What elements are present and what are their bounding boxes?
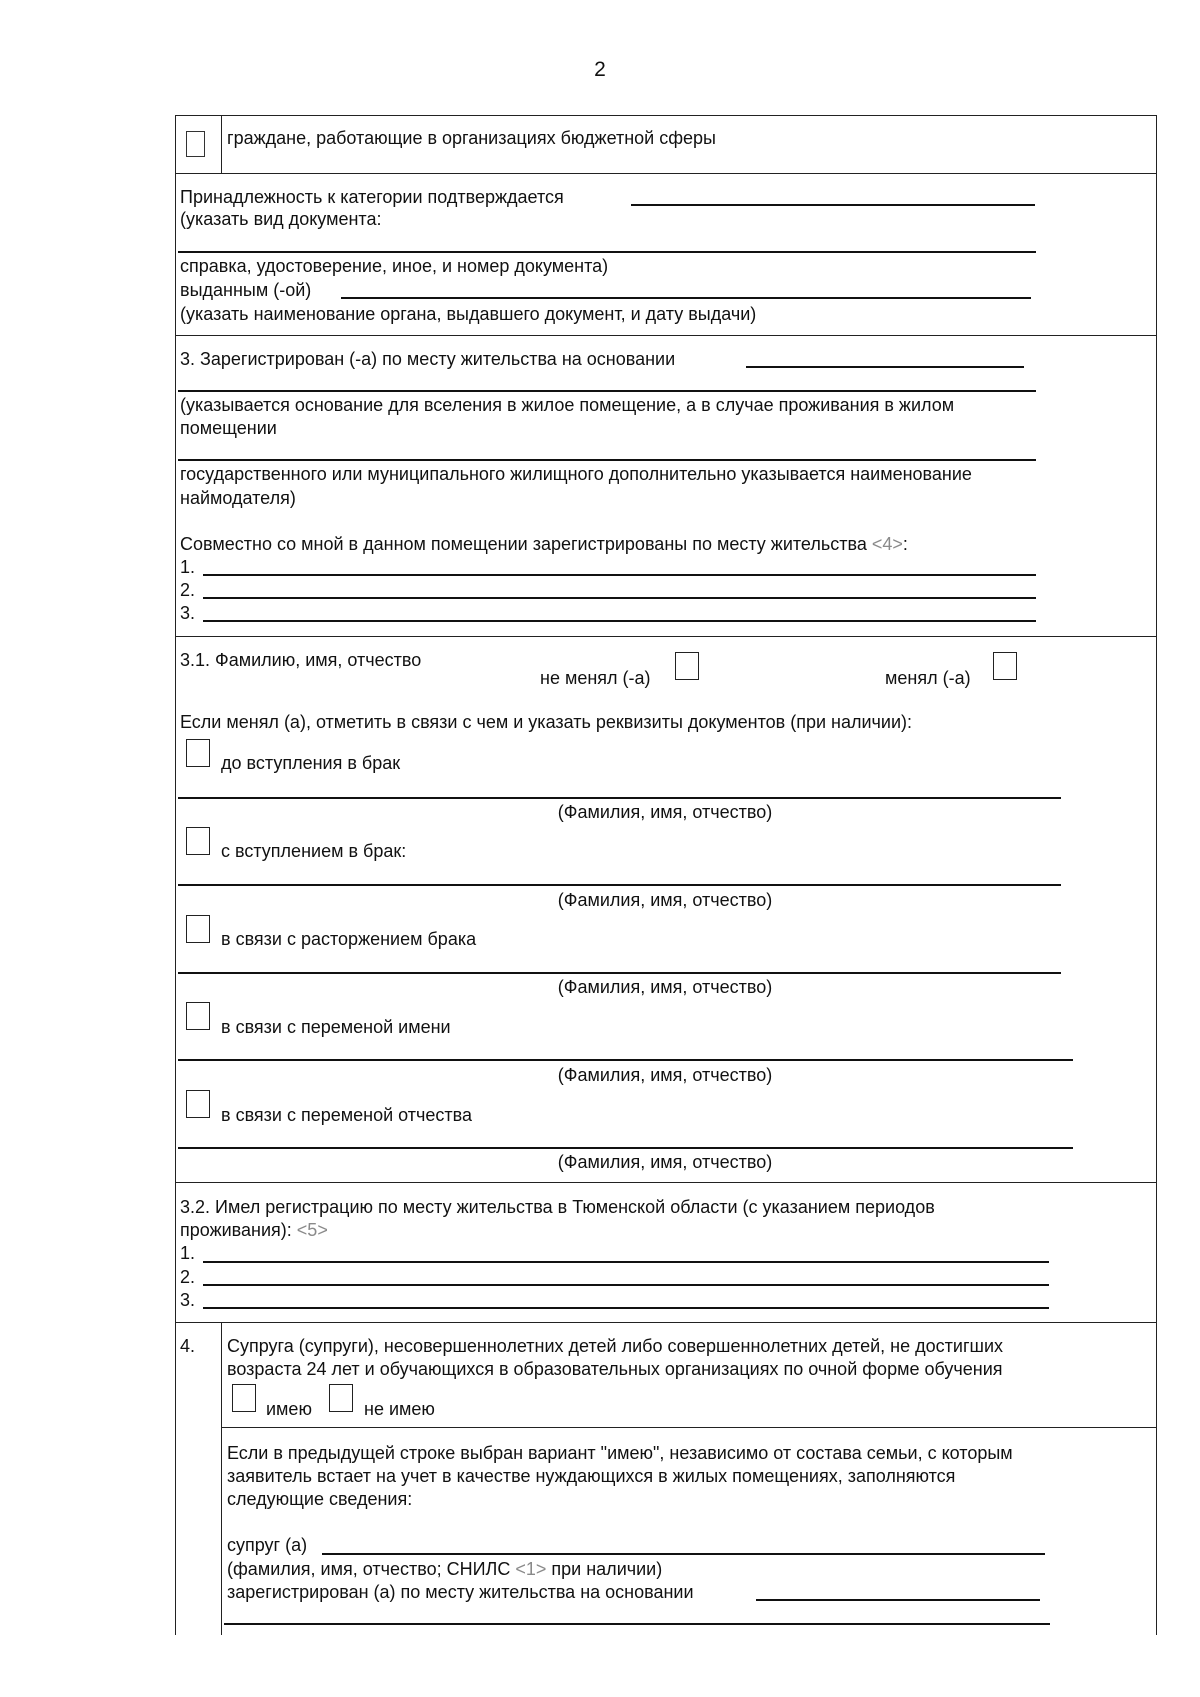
footnote-ref-4[interactable]: <4> [871,534,903,554]
fio-line-name-change[interactable] [178,1059,1073,1061]
name-change-checkbox[interactable] [186,1002,210,1030]
joint-colon: : [902,534,908,554]
section-4-text: Супруга (супруги), несовершеннолетних детей либо совершеннолетних детей, не достигших [227,1336,1004,1356]
fio-caption: (Фамилия, имя, отчество) [557,890,773,910]
footnote-ref-1[interactable]: <1> [515,1559,547,1579]
list-item-number: 2. [180,1267,196,1287]
before-marriage-checkbox[interactable] [186,739,210,767]
column-divider [221,115,222,173]
tyumen-period-line-1[interactable] [203,1261,1049,1263]
spouse-note-text-end: при наличии) [551,1559,663,1579]
table-top-border [175,115,1156,116]
footnote-ref-5[interactable]: <5> [296,1220,328,1240]
spouse-label: супруг (а) [227,1535,308,1555]
row-divider [175,636,1156,637]
section-3-note: (указывается основание для вселения в жилое помещение, а в случае проживания в жилом [180,395,955,415]
registration-basis-line[interactable] [746,366,1024,368]
if-have-text-3: следующие сведения: [227,1489,413,1509]
fio-line-patronymic-change[interactable] [178,1147,1073,1149]
section-3-2-title-cont [180,1220,328,1241]
tyumen-period-line-2[interactable] [203,1284,1049,1286]
not-changed-label: не менял (-а) [540,668,651,688]
spouse-registration-line-2[interactable] [224,1623,1050,1625]
section-3-note-2: государственного или муниципального жилищного дополнительно указывается наименование [180,464,972,484]
section-3-note-cont: помещении [180,418,277,438]
changed-label: менял (-а) [885,668,971,688]
category-confirm-label: Принадлежность к категории подтверждается [180,187,564,207]
changed-checkbox[interactable] [993,652,1017,680]
row-divider [175,1322,1156,1323]
list-item-number: 3. [180,603,196,623]
issued-by-hint: (указать наименование органа, выдавшего документ, и дату выдачи) [180,304,757,324]
fio-caption: (Фамилия, имя, отчество) [557,1152,773,1172]
fio-line-with-marriage[interactable] [178,884,1061,886]
category-document-line[interactable] [631,204,1035,206]
list-item-number: 2. [180,580,196,600]
residence-periods-label: проживания): [180,1220,292,1240]
divorce-label: в связи с расторжением брака [221,929,477,949]
list-item-number: 1. [180,557,196,577]
not-have-checkbox[interactable] [329,1384,353,1412]
fio-caption: (Фамилия, имя, отчество) [557,977,773,997]
joint-registered-label [180,534,908,555]
fio-line-divorce[interactable] [178,972,1061,974]
row-divider [221,1427,1156,1428]
joint-person-line-3[interactable] [203,620,1036,622]
section-3-title: 3. Зарегистрирован (-а) по месту жительства на основании [180,349,676,369]
section-3-note-2-cont: наймодателя) [180,488,296,508]
page-number: 2 [594,58,606,81]
with-marriage-label: с вступлением в брак: [221,841,407,861]
registration-basis-line-2[interactable] [178,390,1036,392]
fio-caption: (Фамилия, имя, отчество) [557,802,773,822]
have-label: имею [266,1399,312,1419]
have-checkbox[interactable] [232,1384,256,1412]
row-divider [175,1182,1156,1183]
spouse-registered-label: зарегистрирован (а) по месту жительства на основании [227,1582,694,1602]
category-document-line-2[interactable] [178,251,1036,253]
spouse-line[interactable] [322,1553,1045,1555]
row-divider [175,173,1156,174]
tyumen-period-line-3[interactable] [203,1307,1049,1309]
fio-caption: (Фамилия, имя, отчество) [557,1065,773,1085]
section-4-number: 4. [180,1336,196,1356]
list-item-number: 3. [180,1290,196,1310]
fio-line-before-marriage[interactable] [178,797,1061,799]
if-have-text: Если в предыдущей строке выбран вариант "имею", независимо от состава семьи, с которым [227,1443,1013,1463]
before-marriage-label: до вступления в брак [221,753,401,773]
divorce-checkbox[interactable] [186,915,210,943]
budget-sphere-label: граждане, работающие в организациях бюджетной сферы [227,128,716,148]
not-changed-checkbox[interactable] [675,652,699,680]
patronymic-change-checkbox[interactable] [186,1090,210,1118]
joint-person-line-1[interactable] [203,574,1036,576]
category-doc-hint: (указать вид документа: [180,209,382,229]
section-3-2-title: 3.2. Имел регистрацию по месту жительства в Тюменской области (с указанием периодов [180,1197,935,1217]
joint-registered-text: Совместно со мной в данном помещении зарегистрированы по месту жительства [180,534,867,554]
column-divider [221,1322,222,1635]
joint-person-line-2[interactable] [203,597,1036,599]
budget-sphere-checkbox[interactable] [186,131,205,157]
row-divider [175,335,1156,336]
patronymic-change-label: в связи с переменой отчества [221,1105,473,1125]
not-have-label: не имею [364,1399,435,1419]
spouse-note-text: (фамилия, имя, отчество; СНИЛС [227,1559,511,1579]
if-have-text-2: заявитель встает на учет в качестве нуждающихся в жилых помещениях, заполняются [227,1466,956,1486]
name-change-label: в связи с переменой имени [221,1017,451,1037]
section-4-text-cont: возраста 24 лет и обучающихся в образовательных организациях по очной форме обучения [227,1359,1003,1379]
spouse-registration-line[interactable] [756,1599,1040,1601]
issued-by-label: выданным (-ой) [180,280,312,300]
section-3-1-title: 3.1. Фамилию, имя, отчество [180,650,422,670]
with-marriage-checkbox[interactable] [186,827,210,855]
if-changed-label: Если менял (а), отметить в связи с чем и указать реквизиты документов (при наличии): [180,712,913,732]
category-doc-hint-2: справка, удостоверение, иное, и номер документа) [180,256,609,276]
registration-basis-line-3[interactable] [178,459,1036,461]
spouse-note [227,1559,662,1580]
list-item-number: 1. [180,1243,196,1263]
issued-by-line[interactable] [341,297,1031,299]
form-table [175,115,1157,1635]
